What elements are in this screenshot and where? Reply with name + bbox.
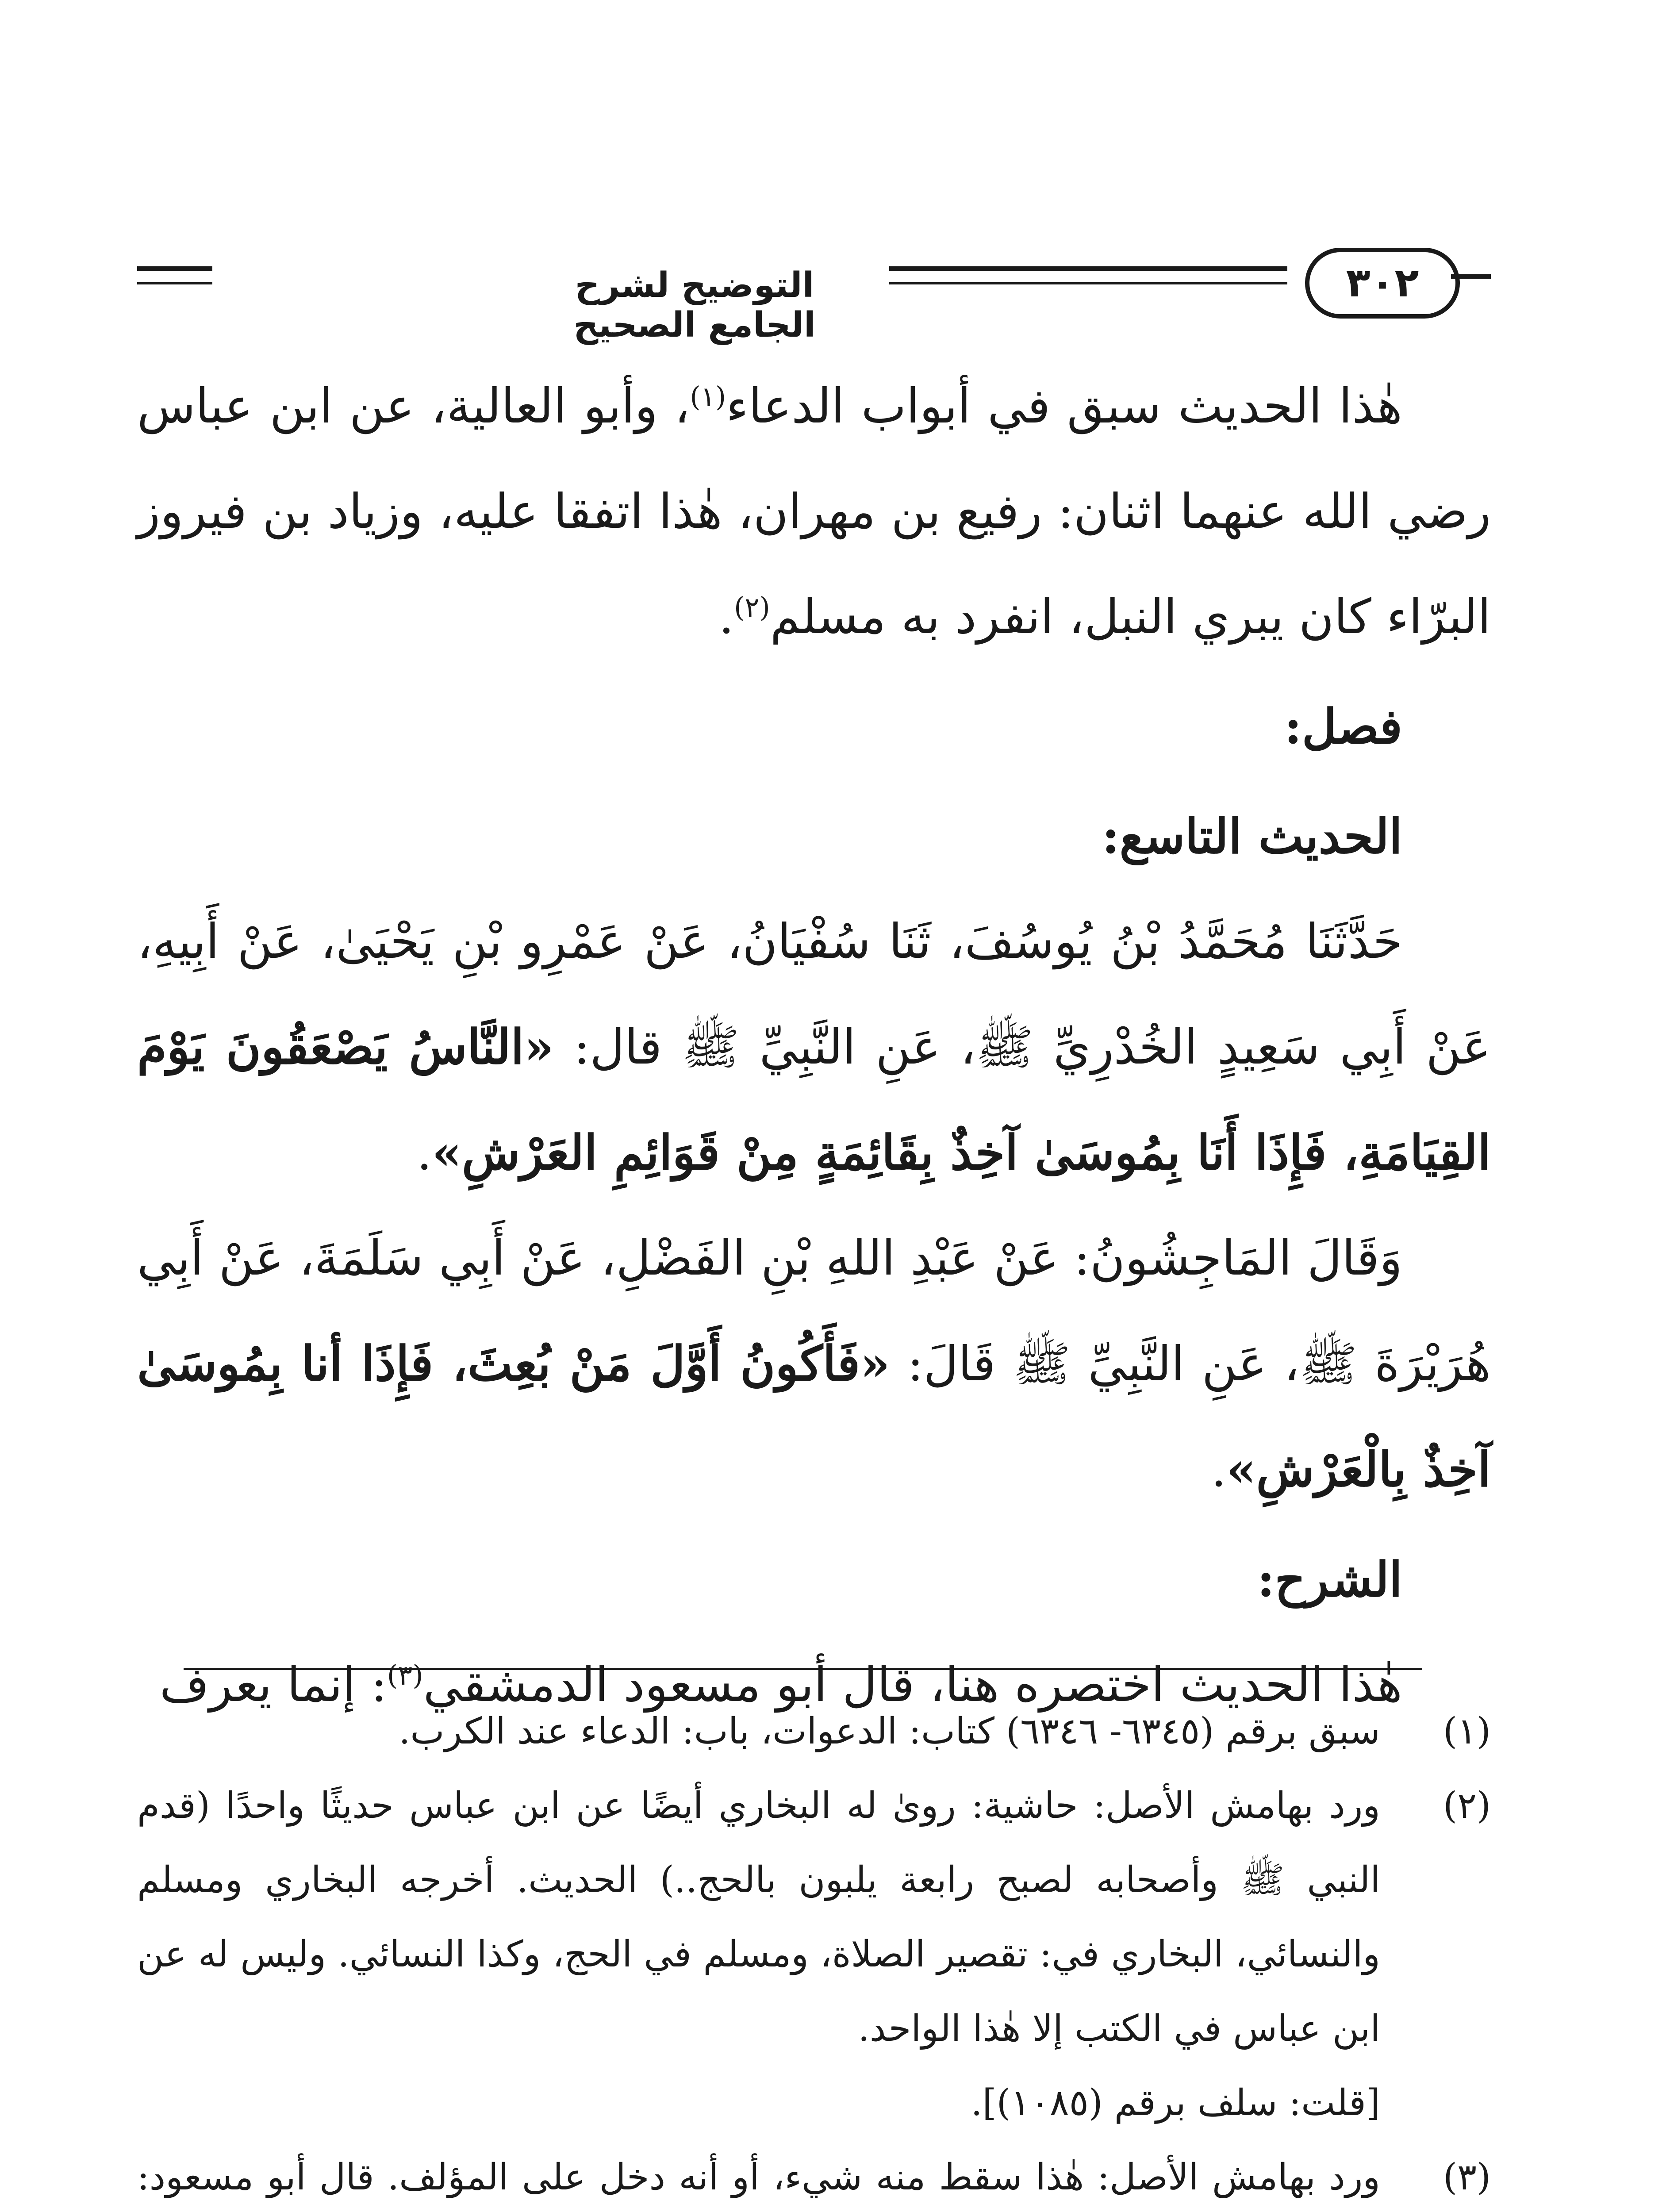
footnote-separator: [184, 1668, 1422, 1670]
header-rule-right: [1451, 274, 1491, 279]
header-rule-middle-inner: [889, 282, 1287, 284]
footnote-ref-3: (٣): [387, 1659, 423, 1691]
footnote-number: (٢): [1443, 1785, 1491, 1827]
sharh-heading: الشرح:: [1257, 1552, 1402, 1608]
hadith-matn-2: «فَأَكُونُ أَوَّلَ مَنْ بُعِثَ، فَإِذَا أنا بِمُوسَىٰ آخِذٌ بِالْعَرْشِ»: [137, 1336, 1491, 1498]
hadith-heading: الحديث التاسع:: [1102, 809, 1402, 864]
text-run: وَقَالَ المَاجِشُونُ: عَنْ عَبْدِ اللهِ بْنِ الفَضْلِ، عَنْ أَبِي سَلَمَةَ، عَنْ أَبِي هُرَيْرَةَ ﷺ، عَنِ النَّبِيِّ ﷺ قَالَ:: [137, 1231, 1491, 1392]
footnote-number: (١): [1443, 1710, 1491, 1752]
footnote-ref-2: (٢): [734, 591, 770, 623]
footnotes: [137, 1694, 1491, 2212]
running-header: [137, 239, 1491, 345]
footnote-text: ورد بهامش الأصل: حاشية: روىٰ له البخاري أيضًا عن ابن عباس حديثًا واحدًا (قدم النبي ﷺ وأصحابه لصبح رابعة يلبون بالحج..) الحديث. أخرجه البخاري ومسلم والنسائي، البخاري في: تقصير الصلاة، ومسلم في الحج، وكذا النسائي. وليس له عن ابن عباس في الكتب إلا هٰذا الواحد.: [137, 1785, 1380, 2050]
header-rule-middle-outer: [889, 266, 1287, 271]
page-number: ٣٠٢: [1305, 248, 1460, 319]
footnote-text: سبق برقم (٦٣٤٥- ٦٣٤٦) كتاب: الدعوات، باب: الدعاء عند الكرب.: [399, 1710, 1380, 1752]
text-run: .: [416, 1125, 432, 1181]
main-text: [137, 354, 1491, 1738]
footnote-3: [137, 2140, 1491, 2212]
hadith-text-1: [137, 889, 1491, 1206]
paragraph-intro: [137, 354, 1491, 670]
footnote-number: (٣): [1443, 2156, 1491, 2198]
book-title: التوضيح لشرح الجامع الصحيح: [573, 265, 816, 345]
text-run: هٰذا الحديث اختصره هنا، قال أبو مسعود الدمشقي: [423, 1657, 1402, 1713]
footnote-text: [قلت: سلف برقم (١٠٨٥)].: [971, 2082, 1380, 2124]
footnote-ref-1: (١): [690, 380, 726, 413]
footnote-text: ورد بهامش الأصل: هٰذا سقط منه شيء، أو أنه دخل على المؤلف. قال أبو مسعود:: [137, 2156, 1380, 2198]
text-run: هٰذا الحديث سبق في أبواب الدعاء: [726, 379, 1402, 434]
text-run: .: [718, 589, 734, 645]
text-run: حَدَّثَنَا مُحَمَّدُ بْنُ يُوسُفَ، ثَنَا سُفْيَانُ، عَنْ عَمْرِو بْنِ يَحْيَىٰ، عَنْ أَبِيهِ، عَنْ أَبِي سَعِيدٍ الخُدْرِيِّ ﷺ، عَنِ النَّبِيِّ ﷺ قال:: [137, 914, 1491, 1075]
header-rule-left-inner: [137, 282, 212, 284]
footnote-1: [137, 1694, 1491, 1769]
hadith-text-2: [137, 1206, 1491, 1523]
header-rule-left-outer: [137, 266, 212, 271]
hadith-matn-1: «النَّاسُ يَصْعَقُونَ يَوْمَ القِيَامَةِ، فَإِذَا أَنَا بِمُوسَىٰ آخِذٌ بِقَائِمَةٍ مِنْ قَوَائِمِ العَرْشِ»: [137, 1019, 1491, 1181]
text-run: : إنما يعرف: [159, 1657, 387, 1713]
text-run: .: [1211, 1442, 1227, 1498]
footnote-2: [137, 1769, 1491, 2140]
text-run: ، وأبو العالية، عن ابن عباس رضي الله عنهما اثنان: رفيع بن مهران، هٰذا اتفقا عليه، وزياد بن فيروز البرّاء كان يبري النبل، انفرد به مسلم: [137, 379, 1491, 645]
section-heading-fasl: فصل:: [1284, 699, 1402, 755]
